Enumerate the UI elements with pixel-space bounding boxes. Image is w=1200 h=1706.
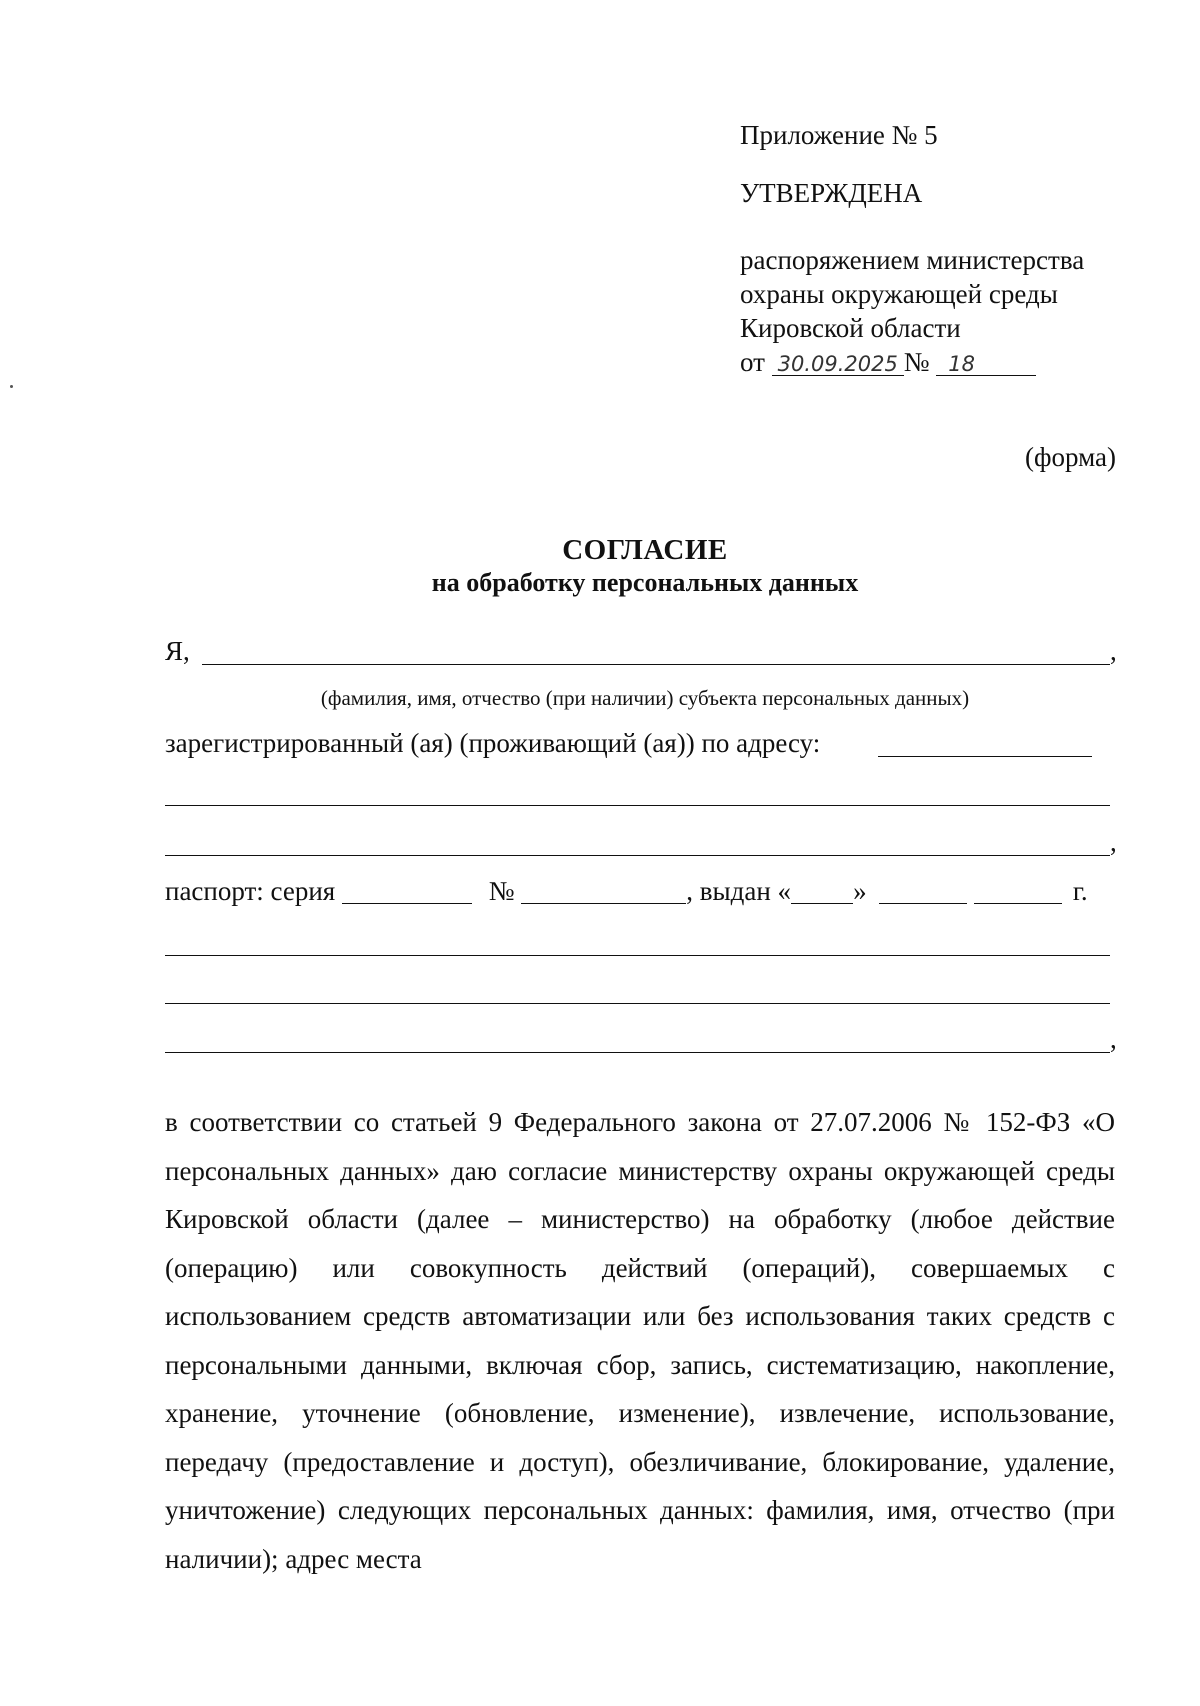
handwritten-date: 30.09.2025: [777, 352, 898, 376]
number-label: №: [903, 347, 930, 377]
passport-series-field[interactable]: [342, 879, 472, 904]
scan-mark: [10, 385, 13, 388]
issued-by-line-1[interactable]: [165, 955, 1110, 956]
approved-label: УТВЕРЖДЕНА: [740, 178, 923, 208]
issued-label: , выдан «: [686, 876, 792, 906]
handwritten-number: 18: [948, 352, 975, 376]
issued-year-field[interactable]: [974, 879, 1062, 904]
date-field: [772, 345, 904, 376]
passport-series-label: паспорт: серия: [165, 876, 336, 906]
name-field-caption: (фамилия, имя, отчество (при наличии) субъекта персональных данных): [320, 686, 970, 710]
issued-by-comma: ,: [1110, 1024, 1117, 1054]
consent-body-text: в соответствии со статьей 9 Федерального закона от 27.07.2006 № 152-ФЗ «О персональных данных» даю согласие министерству охраны окружающей среды Кировской области (далее – министерство) на обработку (любое действие (операцию) или совокупность действий (операций), совершаемых с использованием средств автоматизации или без использования таких средств с персональными данными, включая сбор, запись, систематизацию, накопление, хранение, уточнение (обновление, изменение), извлечение, использование, передачу (предоставление и доступ), обезличивание, блокирование, удаление, уничтожение) следующих персональных данных: фамилия, имя, отчество (при наличии); адрес места: [165, 1107, 1115, 1574]
form-label: (форма): [1025, 442, 1116, 472]
approved-by-line-3: Кировской области: [740, 313, 961, 343]
issued-by-line-2[interactable]: [165, 1003, 1110, 1004]
address-label: зарегистрированный (ая) (проживающий (ая)) по адресу:: [165, 728, 821, 758]
document-title: СОГЛАСИЕ: [562, 534, 728, 566]
approval-date-line: [740, 345, 1084, 379]
passport-row: [165, 876, 1088, 907]
issued-day-field[interactable]: [791, 879, 853, 904]
number-field: [936, 345, 1036, 376]
issued-close-quote: »: [853, 876, 867, 906]
approval-block: [740, 118, 1084, 379]
date-prefix: от: [740, 347, 765, 377]
document-subtitle: на обработку персональных данных: [431, 568, 859, 597]
passport-number-label: №: [488, 876, 515, 906]
address-field-line-3[interactable]: [165, 855, 1110, 856]
issued-month-field[interactable]: [879, 879, 967, 904]
address-field-line-1[interactable]: [878, 756, 1092, 757]
approved-by-line-1: распоряжением министерства: [740, 245, 1085, 275]
address-field-comma: ,: [1110, 827, 1117, 857]
year-suffix: г.: [1072, 876, 1088, 906]
i-label: Я,: [165, 636, 190, 666]
name-field-comma: ,: [1110, 636, 1117, 666]
passport-number-field[interactable]: [521, 879, 686, 904]
appendix-label: Приложение № 5: [740, 120, 938, 150]
address-field-line-2[interactable]: [165, 805, 1110, 806]
issued-by-line-3[interactable]: [165, 1052, 1110, 1053]
name-field-line[interactable]: [202, 664, 1110, 665]
approved-by-line-2: охраны окружающей среды: [740, 279, 1058, 309]
